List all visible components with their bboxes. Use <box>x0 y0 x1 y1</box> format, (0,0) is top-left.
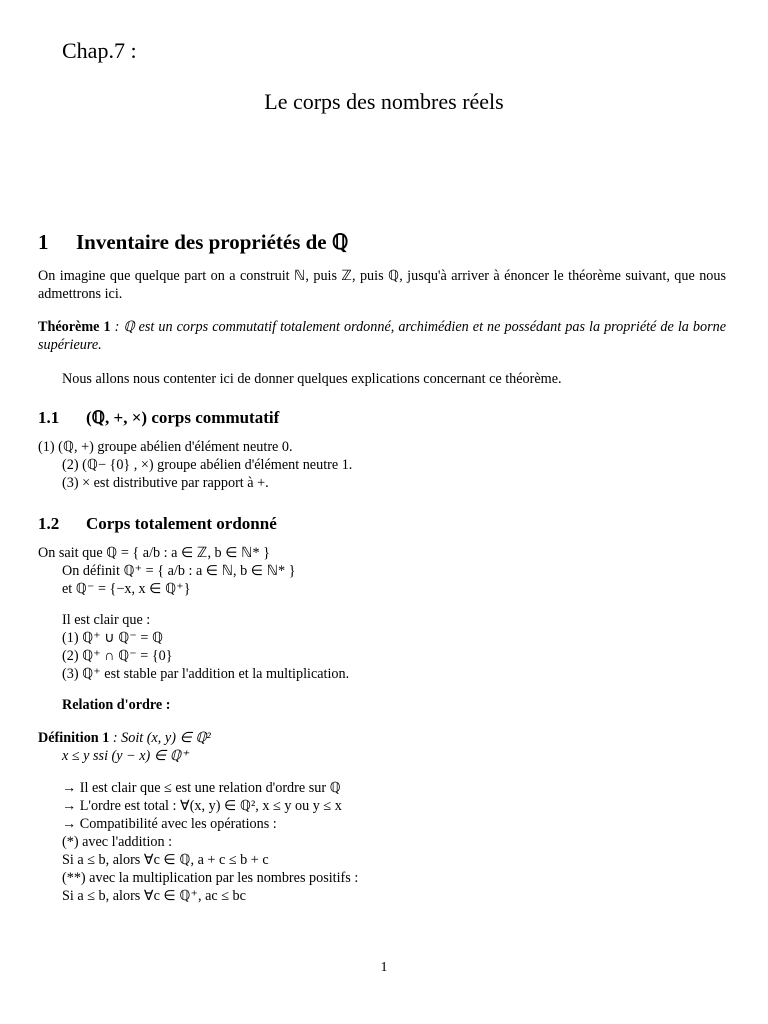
subsection-number: 1.1 <box>38 408 60 427</box>
list-item: (3) × est distributive par rapport à +. <box>62 475 269 491</box>
arrow-line: Si a ≤ b, alors ∀c ∈ ℚ, a + c ≤ b + c <box>62 852 269 868</box>
definition-label: Définition 1 <box>38 730 110 746</box>
definition-line: On sait que ℚ = { a/b : a ∈ ℤ, b ∈ ℕ* } <box>38 545 270 561</box>
definition-text: Soit (x, y) ∈ ℚ² <box>121 730 211 746</box>
relation-heading: Relation d'ordre : <box>62 697 171 713</box>
section-title: Inventaire des propriétés de ℚ <box>76 230 349 254</box>
arrow-line: (*) avec l'addition : <box>62 834 173 850</box>
subsection-title: (ℚ, +, ×) corps commutatif <box>86 408 280 427</box>
theorem-block <box>38 318 726 354</box>
list-item: (2) ℚ⁺ ∩ ℚ⁻ = {0} <box>62 648 173 664</box>
theorem-text: ℚ est un corps commutatif totalement ordonné, archimédien et ne possédant pas la propriété de la borne supérieure. <box>38 319 726 353</box>
arrow-line: → L'ordre est total : ∀(x, y) ∈ ℚ², x ≤ y ou y ≤ x <box>62 798 342 814</box>
arrow-line: → Il est clair que ≤ est une relation d'ordre sur ℚ <box>62 780 341 796</box>
list-item: (2) (ℚ− {0} , ×) groupe abélien d'élément neutre 1. <box>62 457 353 473</box>
list-item: (1) (ℚ, +) groupe abélien d'élément neutre 0. <box>38 439 293 455</box>
definition-line: x ≤ y ssi (y − x) ∈ ℚ⁺ <box>62 748 189 764</box>
page-number: 1 <box>380 960 388 975</box>
subsection-heading <box>38 514 277 534</box>
clear-intro: Il est clair que : <box>62 612 151 628</box>
chapter-label: Chap.7 : <box>62 38 137 63</box>
subsection-heading <box>38 408 279 428</box>
list-item: (3) ℚ⁺ est stable par l'addition et la multiplication. <box>62 666 350 682</box>
theorem-label: Théorème 1 <box>38 319 111 335</box>
definition-block <box>38 729 211 747</box>
arrow-line: (**) avec la multiplication par les nombres positifs : <box>62 870 359 886</box>
definition-line: et ℚ⁻ = {−x, x ∈ ℚ⁺} <box>62 581 191 597</box>
arrow-line: Si a ≤ b, alors ∀c ∈ ℚ⁺, ac ≤ bc <box>62 888 246 904</box>
definition-line: On définit ℚ⁺ = { a/b : a ∈ ℕ, b ∈ ℕ* } <box>62 563 296 579</box>
document-title: Le corps des nombres réels <box>264 89 504 114</box>
subsection-title: Corps totalement ordonné <box>86 514 277 533</box>
section-number: 1 <box>38 230 49 254</box>
list-item: (1) ℚ⁺ ∪ ℚ⁻ = ℚ <box>62 630 164 646</box>
arrow-line: → Compatibilité avec les opérations : <box>62 816 277 832</box>
explain-paragraph: Nous allons nous contenter ici de donner quelques explications concernant ce théorème. <box>62 371 562 387</box>
definition-separator: : <box>109 730 122 746</box>
theorem-separator: : <box>110 319 124 335</box>
subsection-number: 1.2 <box>38 514 60 533</box>
section-heading <box>38 230 348 255</box>
intro-paragraph: On imagine que quelque part on a construit ℕ, puis ℤ, puis ℚ, jusqu'à arriver à énoncer le théorème suivant, que nous admettrons ici. <box>38 268 726 302</box>
